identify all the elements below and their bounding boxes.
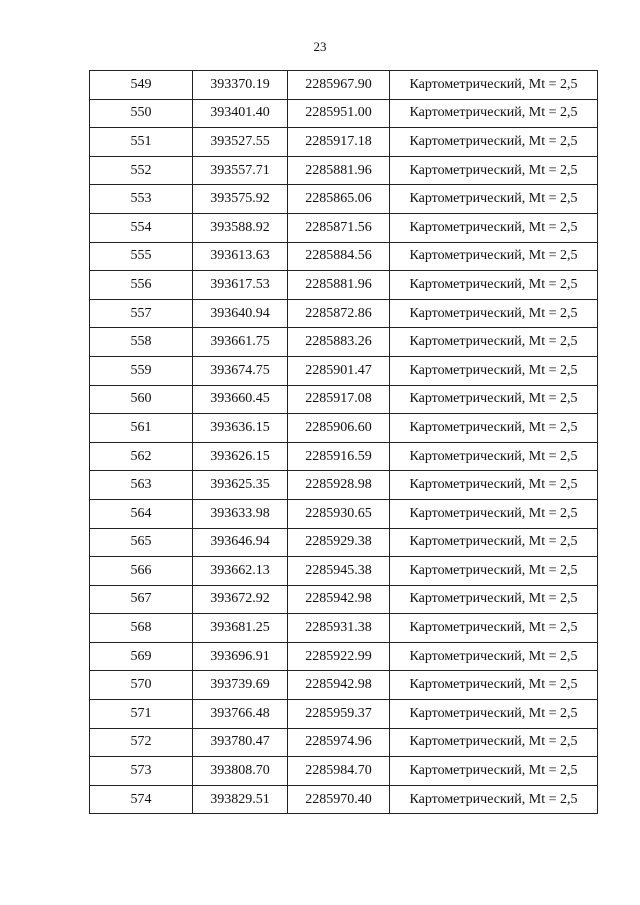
y-coordinate-cell: 2285951.00 — [288, 99, 390, 128]
table-row — [90, 128, 598, 157]
page-number: 23 — [313, 39, 327, 54]
table-row — [90, 156, 598, 185]
x-coordinate-cell: 393739.69 — [193, 671, 288, 700]
method-cell: Картометрический, Mt = 2,5 — [390, 242, 598, 271]
table-row — [90, 71, 598, 100]
coordinates-table-body — [90, 71, 598, 814]
method-cell: Картометрический, Mt = 2,5 — [390, 213, 598, 242]
x-coordinate-cell: 393625.35 — [193, 471, 288, 500]
table-row — [90, 471, 598, 500]
table-row — [90, 299, 598, 328]
table-row — [90, 785, 598, 814]
point-number-cell: 560 — [90, 385, 193, 414]
coordinates-table — [89, 70, 598, 814]
method-cell: Картометрический, Mt = 2,5 — [390, 557, 598, 586]
x-coordinate-cell: 393613.63 — [193, 242, 288, 271]
y-coordinate-cell: 2285945.38 — [288, 557, 390, 586]
table-row — [90, 385, 598, 414]
x-coordinate-cell: 393626.15 — [193, 442, 288, 471]
x-coordinate-cell: 393672.92 — [193, 585, 288, 614]
y-coordinate-cell: 2285916.59 — [288, 442, 390, 471]
method-cell: Картометрический, Mt = 2,5 — [390, 728, 598, 757]
table-row — [90, 242, 598, 271]
method-cell: Картометрический, Mt = 2,5 — [390, 356, 598, 385]
x-coordinate-cell: 393575.92 — [193, 185, 288, 214]
x-coordinate-cell: 393681.25 — [193, 614, 288, 643]
x-coordinate-cell: 393780.47 — [193, 728, 288, 757]
y-coordinate-cell: 2285959.37 — [288, 700, 390, 729]
x-coordinate-cell: 393633.98 — [193, 499, 288, 528]
table-row — [90, 528, 598, 557]
x-coordinate-cell: 393829.51 — [193, 785, 288, 814]
method-cell: Картометрический, Mt = 2,5 — [390, 471, 598, 500]
y-coordinate-cell: 2285906.60 — [288, 414, 390, 443]
table-row — [90, 356, 598, 385]
y-coordinate-cell: 2285871.56 — [288, 213, 390, 242]
point-number-cell: 558 — [90, 328, 193, 357]
method-cell: Картометрический, Mt = 2,5 — [390, 671, 598, 700]
point-number-cell: 574 — [90, 785, 193, 814]
y-coordinate-cell: 2285984.70 — [288, 757, 390, 786]
x-coordinate-cell: 393696.91 — [193, 642, 288, 671]
method-cell: Картометрический, Mt = 2,5 — [390, 99, 598, 128]
method-cell: Картометрический, Mt = 2,5 — [390, 156, 598, 185]
table-row — [90, 213, 598, 242]
table-row — [90, 414, 598, 443]
point-number-cell: 553 — [90, 185, 193, 214]
y-coordinate-cell: 2285931.38 — [288, 614, 390, 643]
point-number-cell: 572 — [90, 728, 193, 757]
point-number-cell: 569 — [90, 642, 193, 671]
y-coordinate-cell: 2285930.65 — [288, 499, 390, 528]
point-number-cell: 550 — [90, 99, 193, 128]
x-coordinate-cell: 393640.94 — [193, 299, 288, 328]
y-coordinate-cell: 2285917.08 — [288, 385, 390, 414]
y-coordinate-cell: 2285872.86 — [288, 299, 390, 328]
x-coordinate-cell: 393808.70 — [193, 757, 288, 786]
method-cell: Картометрический, Mt = 2,5 — [390, 700, 598, 729]
y-coordinate-cell: 2285881.96 — [288, 271, 390, 300]
point-number-cell: 565 — [90, 528, 193, 557]
method-cell: Картометрический, Mt = 2,5 — [390, 528, 598, 557]
y-coordinate-cell: 2285881.96 — [288, 156, 390, 185]
method-cell: Картометрический, Mt = 2,5 — [390, 128, 598, 157]
method-cell: Картометрический, Mt = 2,5 — [390, 642, 598, 671]
point-number-cell: 563 — [90, 471, 193, 500]
y-coordinate-cell: 2285865.06 — [288, 185, 390, 214]
point-number-cell: 552 — [90, 156, 193, 185]
table-row — [90, 728, 598, 757]
method-cell: Картометрический, Mt = 2,5 — [390, 785, 598, 814]
point-number-cell: 567 — [90, 585, 193, 614]
point-number-cell: 573 — [90, 757, 193, 786]
point-number-cell: 554 — [90, 213, 193, 242]
table-row — [90, 642, 598, 671]
x-coordinate-cell: 393646.94 — [193, 528, 288, 557]
method-cell: Картометрический, Mt = 2,5 — [390, 414, 598, 443]
method-cell: Картометрический, Mt = 2,5 — [390, 442, 598, 471]
y-coordinate-cell: 2285974.96 — [288, 728, 390, 757]
point-number-cell: 562 — [90, 442, 193, 471]
method-cell: Картометрический, Mt = 2,5 — [390, 385, 598, 414]
method-cell: Картометрический, Mt = 2,5 — [390, 614, 598, 643]
table-row — [90, 671, 598, 700]
point-number-cell: 568 — [90, 614, 193, 643]
x-coordinate-cell: 393660.45 — [193, 385, 288, 414]
point-number-cell: 557 — [90, 299, 193, 328]
y-coordinate-cell: 2285942.98 — [288, 671, 390, 700]
point-number-cell: 570 — [90, 671, 193, 700]
y-coordinate-cell: 2285928.98 — [288, 471, 390, 500]
method-cell: Картометрический, Mt = 2,5 — [390, 328, 598, 357]
table-row — [90, 700, 598, 729]
x-coordinate-cell: 393661.75 — [193, 328, 288, 357]
table-row — [90, 757, 598, 786]
point-number-cell: 559 — [90, 356, 193, 385]
method-cell: Картометрический, Mt = 2,5 — [390, 499, 598, 528]
x-coordinate-cell: 393636.15 — [193, 414, 288, 443]
point-number-cell: 549 — [90, 71, 193, 100]
x-coordinate-cell: 393766.48 — [193, 700, 288, 729]
point-number-cell: 566 — [90, 557, 193, 586]
method-cell: Картометрический, Mt = 2,5 — [390, 757, 598, 786]
y-coordinate-cell: 2285929.38 — [288, 528, 390, 557]
point-number-cell: 555 — [90, 242, 193, 271]
y-coordinate-cell: 2285917.18 — [288, 128, 390, 157]
x-coordinate-cell: 393557.71 — [193, 156, 288, 185]
x-coordinate-cell: 393674.75 — [193, 356, 288, 385]
method-cell: Картометрический, Mt = 2,5 — [390, 271, 598, 300]
y-coordinate-cell: 2285901.47 — [288, 356, 390, 385]
table-row — [90, 614, 598, 643]
method-cell: Картометрический, Mt = 2,5 — [390, 299, 598, 328]
table-row — [90, 328, 598, 357]
method-cell: Картометрический, Mt = 2,5 — [390, 185, 598, 214]
table-row — [90, 99, 598, 128]
table-row — [90, 499, 598, 528]
x-coordinate-cell: 393662.13 — [193, 557, 288, 586]
x-coordinate-cell: 393370.19 — [193, 71, 288, 100]
table-row — [90, 585, 598, 614]
table-row — [90, 557, 598, 586]
point-number-cell: 551 — [90, 128, 193, 157]
table-row — [90, 185, 598, 214]
x-coordinate-cell: 393401.40 — [193, 99, 288, 128]
y-coordinate-cell: 2285942.98 — [288, 585, 390, 614]
table-row — [90, 271, 598, 300]
point-number-cell: 556 — [90, 271, 193, 300]
point-number-cell: 564 — [90, 499, 193, 528]
method-cell: Картометрический, Mt = 2,5 — [390, 585, 598, 614]
y-coordinate-cell: 2285967.90 — [288, 71, 390, 100]
x-coordinate-cell: 393588.92 — [193, 213, 288, 242]
x-coordinate-cell: 393527.55 — [193, 128, 288, 157]
method-cell: Картометрический, Mt = 2,5 — [390, 71, 598, 100]
point-number-cell: 561 — [90, 414, 193, 443]
table-row — [90, 442, 598, 471]
point-number-cell: 571 — [90, 700, 193, 729]
y-coordinate-cell: 2285884.56 — [288, 242, 390, 271]
y-coordinate-cell: 2285922.99 — [288, 642, 390, 671]
y-coordinate-cell: 2285970.40 — [288, 785, 390, 814]
x-coordinate-cell: 393617.53 — [193, 271, 288, 300]
y-coordinate-cell: 2285883.26 — [288, 328, 390, 357]
